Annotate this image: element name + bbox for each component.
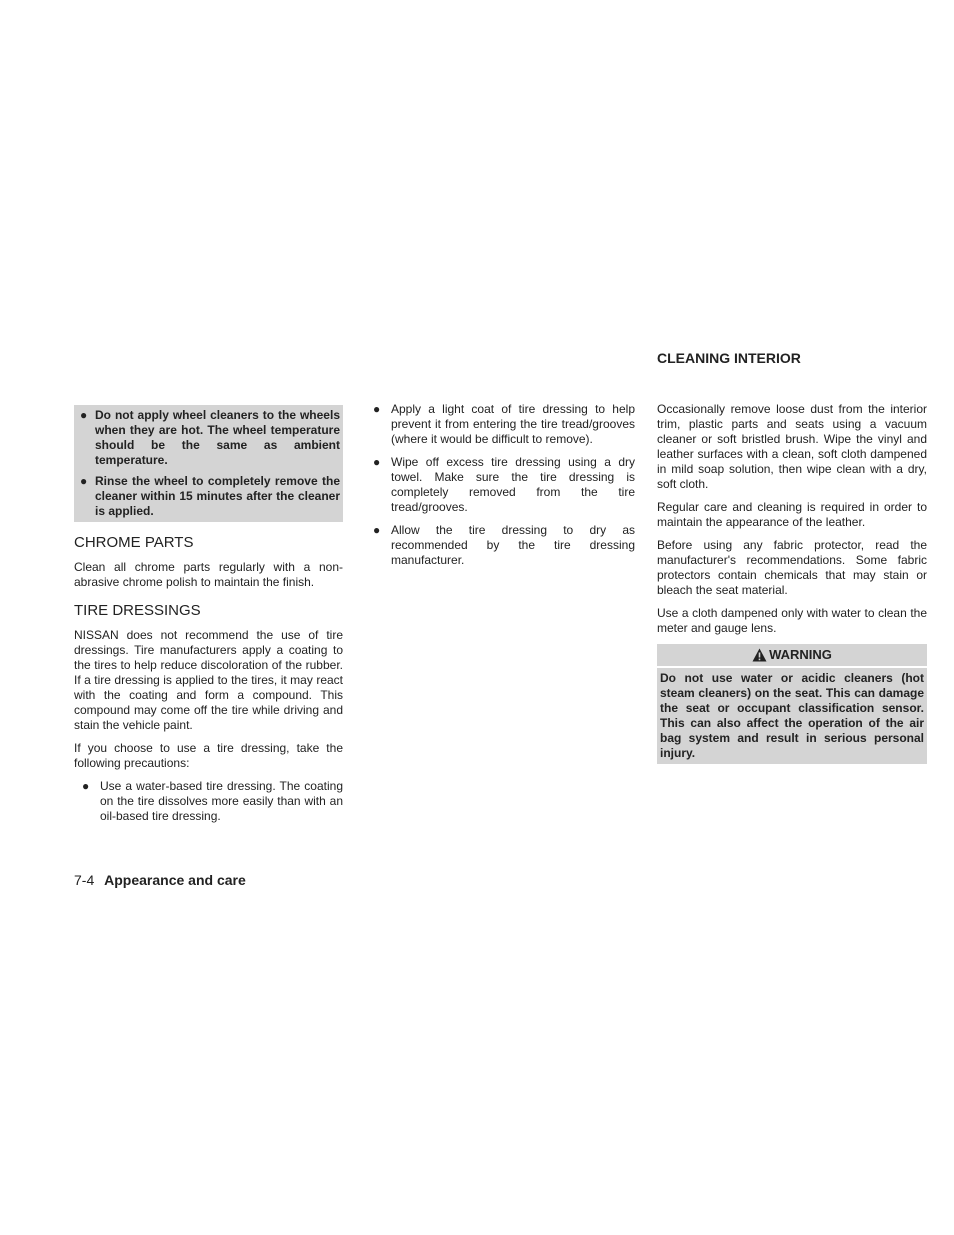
caution-box: [74, 405, 343, 522]
caution-text: Rinse the wheel to completely remove the cleaner within 15 minutes after the cleaner is applied.: [95, 474, 340, 518]
bullet-icon: ●: [373, 402, 381, 416]
chrome-parts-heading: CHROME PARTS: [74, 534, 194, 551]
section-heading-cleaning-interior: CLEANING INTERIOR: [657, 350, 801, 366]
list-item: [373, 455, 635, 515]
page-number: 7-4: [74, 872, 95, 888]
list-item-text: Use a water-based tire dressing. The coating on the tire dissolves more easily than with an oil-based tire dressing.: [100, 779, 343, 823]
caution-item: [77, 408, 340, 468]
page-footer: [74, 872, 246, 888]
bullet-icon: ●: [373, 523, 381, 537]
list-item-text: Allow the tire dressing to dry as recommended by the tire dressing manufacturer.: [391, 523, 635, 567]
middle-column: [373, 402, 635, 576]
tire-dressings-text: NISSAN does not recommend the use of tire dressings. Tire manufacturers apply a coating to the tires to help reduce discoloration of the rubber. If a tire dressing is applied to the tires, it may react with the coating and form a compound. This compound may come off the tire while driving and stain the vehicle paint.: [74, 628, 343, 732]
bullet-icon: ●: [82, 779, 90, 793]
list-item: [74, 779, 343, 824]
warning-text: Do not use water or acidic cleaners (hot steam cleaners) on the seat. This can damage the seat or occupant classification sensor. This can also affect the operation of the air bag system and result in serious personal injury.: [660, 671, 924, 760]
right-column: [657, 402, 927, 764]
caution-item: [77, 474, 340, 519]
interior-paragraph: Occasionally remove loose dust from the interior trim, plastic parts and seats using a vacuum cleaner or soft bristled brush. Wipe the vinyl and leather surfaces with a clean, soft cloth dampened in mild soap solution, then wipe clean with a dry, soft cloth.: [657, 402, 927, 491]
warning-header: [657, 644, 927, 668]
interior-paragraph: Before using any fabric protector, read the manufacturer's recommendations. Some fabric protectors contain chemicals that may stain or bleach the seat material.: [657, 538, 927, 597]
bullet-icon: ●: [80, 408, 88, 422]
tire-dressings-heading: TIRE DRESSINGS: [74, 602, 201, 619]
list-item: [373, 402, 635, 447]
interior-paragraph: Regular care and cleaning is required in order to maintain the appearance of the leather.: [657, 500, 927, 529]
list-item: [373, 523, 635, 568]
left-column: [74, 405, 343, 832]
chrome-parts-text: Clean all chrome parts regularly with a non-abrasive chrome polish to maintain the finish.: [74, 560, 343, 589]
list-item-text: Apply a light coat of tire dressing to help prevent it from entering the tire tread/grooves (where it would be difficult to remove).: [391, 402, 635, 446]
warning-label: WARNING: [769, 647, 832, 662]
footer-section-title: Appearance and care: [104, 872, 246, 888]
interior-paragraph: Use a cloth dampened only with water to clean the meter and gauge lens.: [657, 606, 927, 635]
warning-box: [657, 644, 927, 764]
list-item-text: Wipe off excess tire dressing using a dry towel. Make sure the tire dressing is completely removed from the tire tread/grooves.: [391, 455, 635, 514]
bullet-icon: ●: [80, 474, 88, 488]
caution-text: Do not apply wheel cleaners to the wheels when they are hot. The wheel temperature should be the same as ambient temperature.: [95, 408, 340, 467]
bullet-icon: ●: [373, 455, 381, 469]
warning-triangle-icon: [752, 648, 767, 662]
tire-dressings-precautions-intro: If you choose to use a tire dressing, take the following precautions:: [74, 741, 343, 770]
